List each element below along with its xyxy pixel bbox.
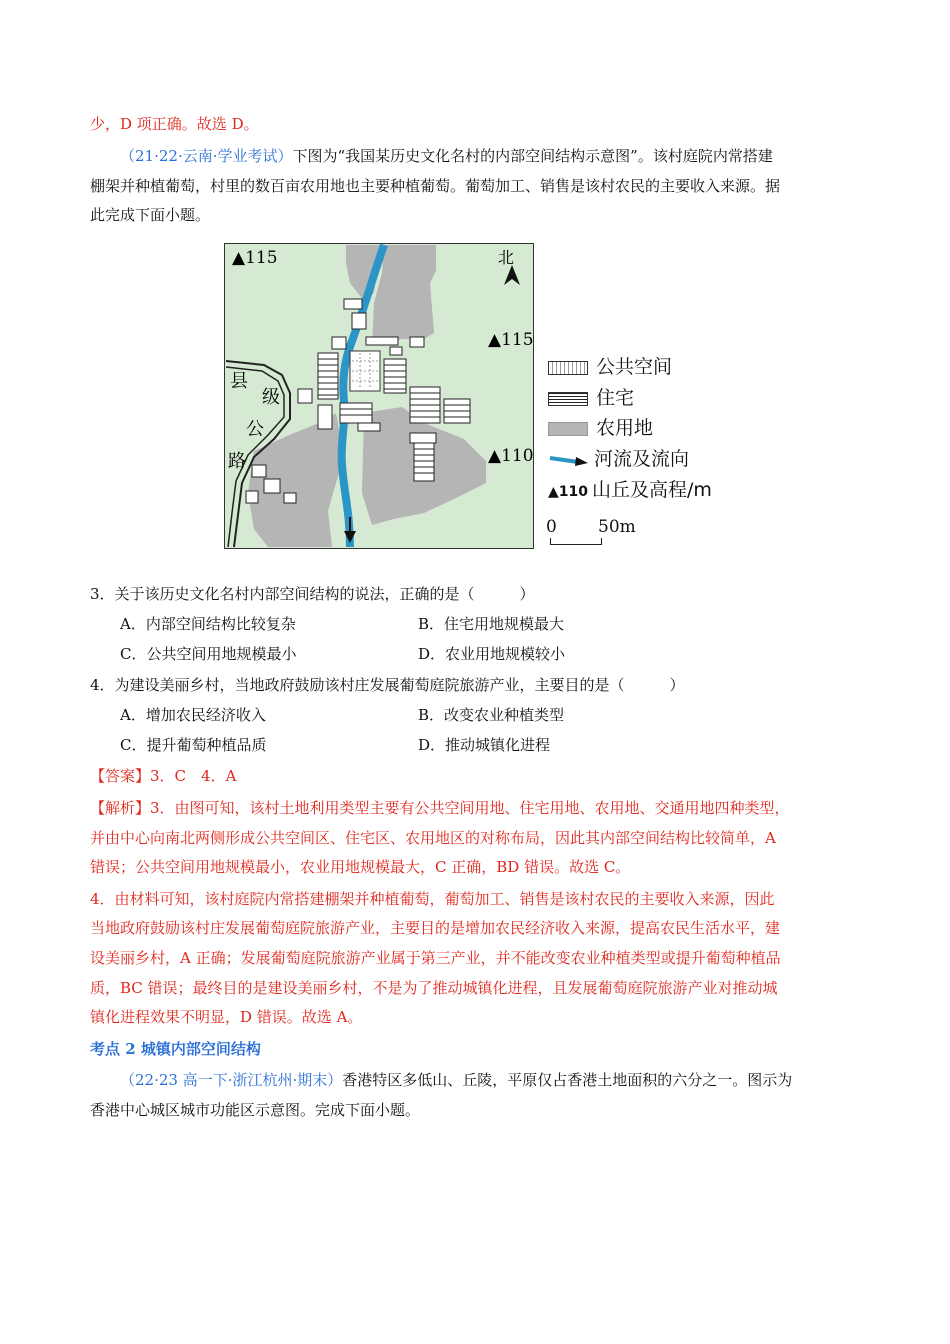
section-2-text: 香港特区多低山、丘陵，平原仅占香港土地面积的六分之一。图示为 bbox=[342, 1071, 793, 1089]
prev-answer-tail: 少，D 项正确。故选 D。 bbox=[90, 115, 259, 133]
q4-option-b: B．改变农业种植类型 bbox=[418, 706, 565, 724]
question-4-stem: 4．为建设美丽乡村，当地政府鼓励该村庄发展葡萄庭院旅游产业，主要目的是（ ） bbox=[90, 676, 685, 694]
road-char-2: 级 bbox=[262, 387, 280, 408]
road-char-4: 路 bbox=[228, 451, 246, 472]
peak-label-115-e: ▲115 bbox=[488, 330, 534, 350]
analysis-q4-line-3: 设美丽乡村，A 正确；发展葡萄庭院旅游产业属于第三产业，并不能改变农业种植类型或提升葡萄种植品 bbox=[90, 949, 781, 967]
section-2-line-2: 香港中心城区城市功能区示意图。完成下面小题。 bbox=[90, 1101, 421, 1119]
intro-line-2: 棚架并种植葡萄，村里的数百亩农用地也主要种植葡萄。葡萄加工、销售是该村农民的主要收入来源。据 bbox=[90, 177, 781, 195]
road-char-1: 县 bbox=[230, 371, 248, 392]
q3-option-a: A．内部空间结构比较复杂 bbox=[120, 615, 296, 633]
q3-option-d: D．农业用地规模较小 bbox=[418, 645, 566, 663]
analysis-q4-line-2: 当地政府鼓励该村庄发展葡萄庭院旅游产业，主要目的是增加农民经济收入来源，提高农民生活水平，建 bbox=[90, 919, 781, 937]
peak-label-115-nw: ▲115 bbox=[232, 248, 278, 268]
legend-farmland: 农用地 bbox=[548, 416, 653, 440]
intro-line-3: 此完成下面小题。 bbox=[90, 206, 211, 224]
analysis-q4-line-5: 镇化进程效果不明显，D 错误。故选 A。 bbox=[90, 1008, 363, 1026]
scale-bar bbox=[550, 538, 602, 545]
north-label: 北 bbox=[498, 248, 515, 267]
village-structure-map bbox=[224, 243, 534, 549]
legend-hill: ▲110 山丘及高程/m bbox=[548, 479, 712, 501]
farmland-swatch bbox=[548, 422, 588, 436]
q4-option-d: D．推动城镇化进程 bbox=[418, 736, 551, 754]
q3-option-b: B．住宅用地规模最大 bbox=[418, 615, 565, 633]
section-2-source-tag: （22·23 高一下·浙江杭州·期末） bbox=[120, 1071, 343, 1089]
house-swatch bbox=[548, 392, 588, 406]
legend-house: 住宅 bbox=[548, 386, 634, 410]
question-3-stem: 3．关于该历史文化名村内部空间结构的说法，正确的是（ ） bbox=[90, 585, 535, 603]
answer-line: 【答案】3．C 4．A bbox=[90, 767, 237, 785]
scale-text: 50m bbox=[598, 517, 636, 537]
public-space bbox=[350, 351, 380, 391]
intro-line-1 bbox=[120, 146, 773, 166]
intro-text: 下图为“我国某历史文化名村的内部空间结构示意图”。该村庭院内常搭建 bbox=[292, 147, 773, 165]
road-char-3: 公 bbox=[246, 419, 264, 440]
q4-option-a: A．增加农民经济收入 bbox=[120, 706, 266, 724]
legend-public-space: 公共空间 bbox=[548, 355, 672, 379]
analysis-q4-line-1: 4．由材料可知，该村庭院内常搭建棚架并种植葡萄，葡萄加工、销售是该村农民的主要收入来源，因此 bbox=[90, 890, 775, 908]
hill-symbol: ▲110 bbox=[548, 484, 588, 500]
legend-river: 河流及流向 bbox=[548, 447, 689, 471]
analysis-q4-line-4: 质，BC 错误；最终目的是建设美丽乡村，不是为了推动城镇化进程，且发展葡萄庭院旅游产业对推动城 bbox=[90, 979, 778, 997]
public-space-swatch bbox=[548, 361, 588, 375]
section-2-heading: 考点 2 城镇内部空间结构 bbox=[90, 1040, 261, 1058]
section-2-line-1 bbox=[120, 1070, 792, 1090]
scale-zero: 0 bbox=[546, 517, 557, 537]
q3-option-c: C．公共空间用地规模最小 bbox=[120, 645, 297, 663]
analysis-q3-line-2: 并由中心向南北两侧形成公共空间区、住宅区、农用地区的对称布局，因此其内部空间结构比较简单，A bbox=[90, 829, 776, 847]
analysis-q3-line-1: 【解析】3．由图可知，该村土地利用类型主要有公共空间用地、住宅用地、农用地、交通用地四种类型， bbox=[90, 799, 790, 817]
source-tag: （21·22·云南·学业考试） bbox=[120, 147, 293, 165]
peak-label-110-e: ▲110 bbox=[488, 446, 534, 466]
river-flow-icon bbox=[548, 453, 590, 467]
q4-option-c: C．提升葡萄种植品质 bbox=[120, 736, 267, 754]
analysis-q3-line-3: 错误；公共空间用地规模最小，农业用地规模最大，C 正确，BD 错误。故选 C。 bbox=[90, 858, 631, 876]
